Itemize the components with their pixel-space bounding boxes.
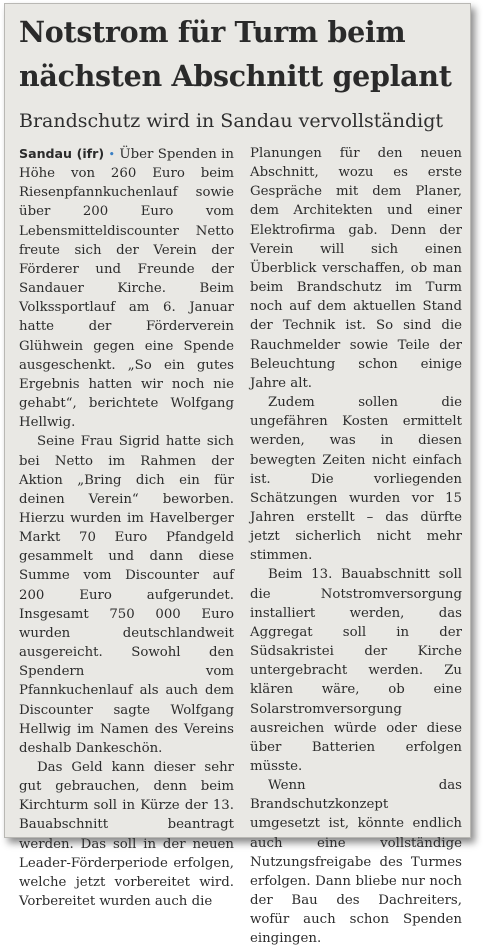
paragraph-3: Das Geld kann dieser sehr gut gebrauchen, denn beim Kirchturm soll in Kürze der 13. Bauabschnitt beantragt werden. Das soll in der neuen Leader-Förderperiode erfolgen, welche jetzt vorbereitet wird. Vorbereitet wurden auch die xyxy=(19,760,234,910)
paragraph-7: Wenn das Brandschutzkonzept umgesetzt ist, könnte endlich auch eine vollständige Nutzungsfreigabe des Turmes erfolgen. Dann bliebe nur noch der Bau des Dachreiters, wofür auch schon Spenden eingingen. xyxy=(250,778,462,947)
article-column-right xyxy=(250,144,462,949)
paragraph-6: Beim 13. Bauabschnitt soll die Notstromversorgung installiert werden, das Aggregat soll in der Südsakristei der Kirche untergebracht werden. Zu klären wäre, ob eine Solarstromversorgung ausreichen würde oder diese über Batterien erfolgen müsste. xyxy=(250,567,462,774)
article-column-left xyxy=(19,144,234,911)
paragraph-5: Zudem sollen die ungefähren Kosten ermittelt werden, was in diesen bewegten Zeiten nicht einfach ist. Die vorliegenden Schätzungen wurden vor 15 Jahren erstellt – das dürfte jetzt sicherlich nicht mehr stimmen. xyxy=(250,395,462,564)
paragraph-1 xyxy=(19,144,234,432)
article-headline: Notstrom für Turm beim nächsten Abschnitt geplant xyxy=(19,15,452,93)
bullet-icon: • xyxy=(108,148,115,161)
dateline: Sandau (ifr) xyxy=(19,146,105,161)
article-subheadline: Brandschutz wird in Sandau vervollständigt xyxy=(19,110,444,132)
newspaper-clipping xyxy=(4,3,471,947)
paragraph-1-text: Über Spenden in Höhe von 260 Euro beim Riesenpfannkuchenlauf sowie über 200 Euro vom Lebensmitteldiscounter Netto freute sich der Verein der Förderer und Freunde der Sandauer Kirche. Beim Volkssportlauf am 6. Januar hatte der Förderverein Glühwein gegen eine Spende ausgeschenkt. „So ein gutes Ergebnis hatten wir noch nie gehabt“, berichtete Wolfgang Hellwig. xyxy=(19,147,234,431)
paragraph-2: Seine Frau Sigrid hatte sich bei Netto im Rahmen der Aktion „Bring dich ein für deinen Verein“ beworben. Hierzu wurden im Havelberger Markt 70 Euro Pfandgeld gesammelt und dann diese Summe vom Discounter auf 200 Euro aufgerundet. Insgesamt 750 000 Euro wurden deutschlandweit ausgereicht. Sowohl den Spendern vom Pfannkuchenlauf als auch dem Discounter sagte Wolfgang Hellwig im Namen des Vereins deshalb Dankeschön. xyxy=(19,434,234,756)
paragraph-4: Planungen für den neuen Abschnitt, wozu es erste Gespräche mit dem Planer, dem Architekten und einer Elektrofirma gab. Denn der Verein will sich einen Überblick verschaffen, ob man beim Brandschutz im Turm noch auf dem aktuellen Stand der Technik ist. So sind die Rauchmelder sowie Teile der Beleuchtung schon einige Jahre alt. xyxy=(250,146,462,391)
